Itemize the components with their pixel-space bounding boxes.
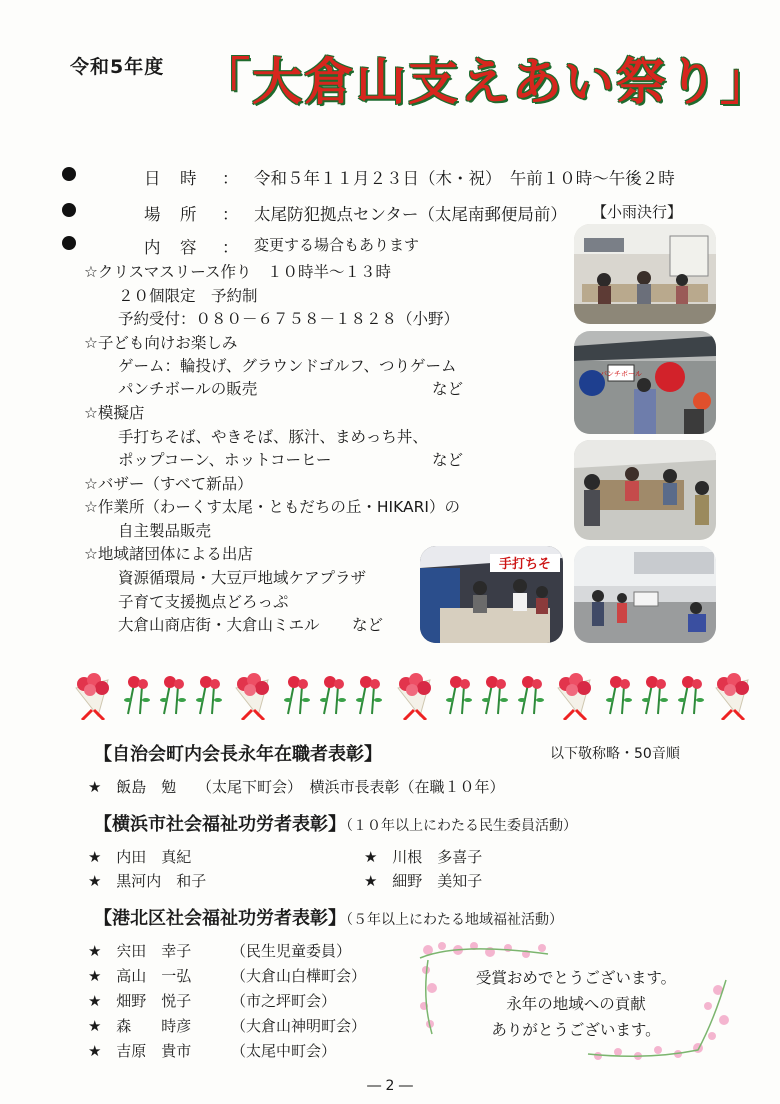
section-subtitle: （５年以上にわたる地域福祉活動） [346,912,563,928]
content-label-1: 内 [144,238,161,257]
star-icon: ★ [364,848,378,866]
person-affiliation: （市之坪町会） [231,992,337,1010]
bouquet-icon [716,673,749,720]
person-affiliation: （民生児童委員） [231,942,352,960]
content-value: 変更する場合もあります [254,236,420,254]
bouquet-icon [398,673,431,720]
content-line: ☆バザー（すべて新品） [84,475,253,493]
section-title-text: 【横浜市社会福祉功労者表彰】 [94,814,346,835]
person-name: 高山 一弘 [116,967,192,985]
person-name: 宍田 幸子 [116,942,192,960]
event-title: 「大倉山支えあい祭り」 [200,53,772,111]
page-number: ― 2 ― [367,1078,413,1094]
person-name: 細野 美知子 [392,872,483,890]
era-label: 令和5年度 [70,56,165,78]
photo-ground-golf [574,546,716,643]
star-icon: ★ [364,872,378,890]
honorific-note: 以下敬称略・50音順 [550,746,680,762]
content-label-2: 容 [180,238,197,257]
person-affiliation: （大倉山白樺町会） [231,967,367,985]
rose-sprig-icon [320,676,346,714]
star-icon: ★ [88,1042,102,1060]
award-section-title: 【自治会町内会長永年在職者表彰】 [94,744,382,765]
content-line: ゲーム：輪投げ、グラウンドゴルフ、つりゲーム [118,357,457,375]
rose-sprig-icon [356,676,382,714]
star-icon: ★ [88,778,102,796]
award-person [364,846,482,867]
content-line: 予約受付：０８０－６７５８－１８２８（小野） [118,310,460,328]
info-content-row [62,234,562,258]
info-place-row [62,201,762,225]
star-icon: ★ [88,942,102,960]
content-line: ☆子ども向けお楽しみ [84,334,238,352]
soba-sign: 手打ちそ [498,557,552,572]
person-affiliation: （大倉山神明町会） [231,1017,367,1035]
award-section-title [94,810,577,836]
nado-label: など [352,616,384,634]
nado-label: など [432,380,464,398]
rose-sprig-icon [160,676,186,714]
rose-sprig-icon [284,676,310,714]
person-affiliation: （太尾中町会） [231,1042,337,1060]
nado-label: など [432,451,464,469]
photo-wreath-workshop [574,224,716,324]
award-person [88,1040,336,1061]
star-icon: ★ [88,848,102,866]
award-section-title [94,904,563,930]
rose-sprig-icon [196,676,222,714]
rose-sprig-icon [606,676,632,714]
award-person [88,940,351,961]
content-colon: ： [222,238,239,257]
bullet-icon [62,236,76,250]
photo-soba-stall [420,546,563,643]
congrats-line: 受賞おめでとうございます。 [475,969,677,987]
content-line: 自主製品販売 [118,522,212,540]
flower-divider [60,668,750,720]
rose-sprig-icon [446,676,472,714]
star-icon: ★ [88,967,102,985]
person-name: 吉原 貴市 [116,1042,192,1060]
bouquet-icon [76,673,109,720]
award-person [364,870,482,891]
star-icon: ★ [88,872,102,890]
person-name: 黒河内 和子 [116,872,207,890]
rain-note: 【小雨決行】 [592,203,683,221]
place-label-2: 所 [180,205,197,224]
section-subtitle: （１０年以上にわたる民生委員活動） [346,818,577,834]
place-value: 太尾防犯拠点センター（太尾南郵便局前） [254,205,567,224]
person-name: 内田 真紀 [116,848,192,866]
place-label-1: 場 [144,205,161,224]
award-person [88,990,336,1011]
place-colon: ： [222,205,239,224]
date-label-1: 日 [144,169,161,188]
date-label-2: 時 [180,169,197,188]
date-value: 令和５年１１月２３日（木・祝） 午前１０時～午後２時 [254,169,675,188]
award-person [88,846,191,867]
photo-stalls [574,440,716,540]
person-name: 森 時彦 [116,1017,192,1035]
content-line: 手打ちそば、やきそば、豚汁、まめっち丼、 [118,428,428,446]
person-affiliation: （太尾下町会） 横浜市長表彰（在職１０年） [197,778,505,796]
rose-sprig-icon [678,676,704,714]
bullet-icon [62,203,76,217]
bouquet-icon [236,673,269,720]
award-person [88,870,206,891]
person-name: 畑野 悦子 [116,992,192,1010]
content-line: ポップコーン、ホットコーヒー [118,451,332,469]
star-icon: ★ [88,1017,102,1035]
rose-sprig-icon [518,676,544,714]
person-name: 飯島 勉 [116,778,177,796]
content-line: ☆クリスマスリース作り １０時半～１３時 [84,263,392,281]
content-line: ☆作業所（わーくす太尾・ともだちの丘・HIKARI）の [84,498,460,516]
congrats-line: 永年の地域への貢献 [506,995,646,1013]
bouquet-icon [558,673,591,720]
congrats-line: ありがとうございます。 [491,1021,661,1039]
content-line: ２０個限定 予約制 [118,287,258,305]
info-date-row [62,165,762,189]
person-name: 川根 多喜子 [392,848,483,866]
content-line: ☆地域諸団体による出店 [84,545,253,563]
bullet-icon [62,167,76,181]
section-title-text: 【港北区社会福祉功労者表彰】 [94,908,346,929]
content-line: ☆模擬店 [84,404,145,422]
rose-sprig-icon [642,676,668,714]
content-line: パンチボールの販売 [118,380,258,398]
rose-sprig-icon [124,676,150,714]
award-person [88,965,366,986]
content-line: 大倉山商店街・大倉山ミエル [118,616,320,634]
content-line: 子育て支援拠点どろっぷ [118,593,289,611]
award-person [88,776,505,797]
award-person [88,1015,366,1036]
punch-ball-sign: パンチボール [600,370,642,378]
star-icon: ★ [88,992,102,1010]
date-colon: ： [222,169,239,188]
content-line: 資源循環局・大豆戸地域ケアプラザ [118,569,367,587]
photo-punch-ball [574,331,716,434]
congratulations-box [418,940,734,1062]
rose-sprig-icon [482,676,508,714]
